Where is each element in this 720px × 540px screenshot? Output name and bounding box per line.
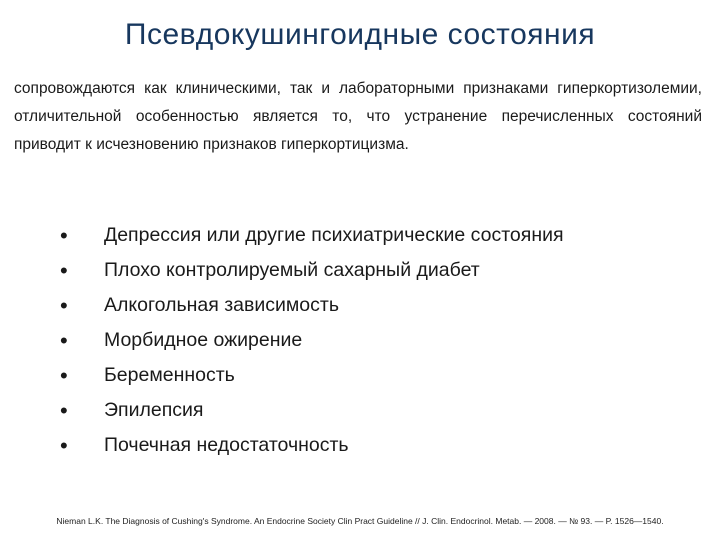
- bullet-icon: •: [60, 223, 68, 248]
- slide-title: Псевдокушингоидные состояния: [124, 18, 596, 51]
- list-item-text: Алкогольная зависимость: [104, 294, 339, 316]
- list-item: [60, 393, 680, 428]
- bullet-icon: •: [60, 258, 68, 283]
- bullet-icon: •: [60, 328, 68, 353]
- reference-footnote: Nieman L.K. The Diagnosis of Cushing's Syndrome. An Endocrine Society Clin Pract Guideline // J. Clin. Endocrinol. Metab. — 2008. — № 93. — P. 1526—1540.: [56, 516, 664, 526]
- list-item: [60, 288, 680, 323]
- list-item: [60, 218, 680, 253]
- intro-paragraph: сопровождаются как клиническими, так и лабораторными признаками гиперкортизолемии, отличительной особенностью является то, что устранение перечисленных состояний приводит к исчезновению признаков гиперкортицизма.: [14, 80, 702, 153]
- list-item: [60, 253, 680, 288]
- list-item: [60, 358, 680, 393]
- list-item-text: Депрессия или другие психиатрические состояния: [104, 224, 564, 246]
- list-item-text: Эпилепсия: [104, 399, 204, 421]
- bullet-icon: •: [60, 398, 68, 423]
- conditions-list: [60, 218, 680, 463]
- list-item: [60, 323, 680, 358]
- list-item-text: Морбидное ожирение: [104, 329, 303, 351]
- bullet-icon: •: [60, 433, 68, 458]
- list-item: [60, 428, 680, 463]
- bullet-icon: •: [60, 363, 68, 388]
- list-item-text: Почечная недостаточность: [104, 434, 349, 456]
- list-item-text: Плохо контролируемый сахарный диабет: [104, 259, 480, 281]
- list-item-text: Беременность: [104, 364, 235, 386]
- bullet-icon: •: [60, 293, 68, 318]
